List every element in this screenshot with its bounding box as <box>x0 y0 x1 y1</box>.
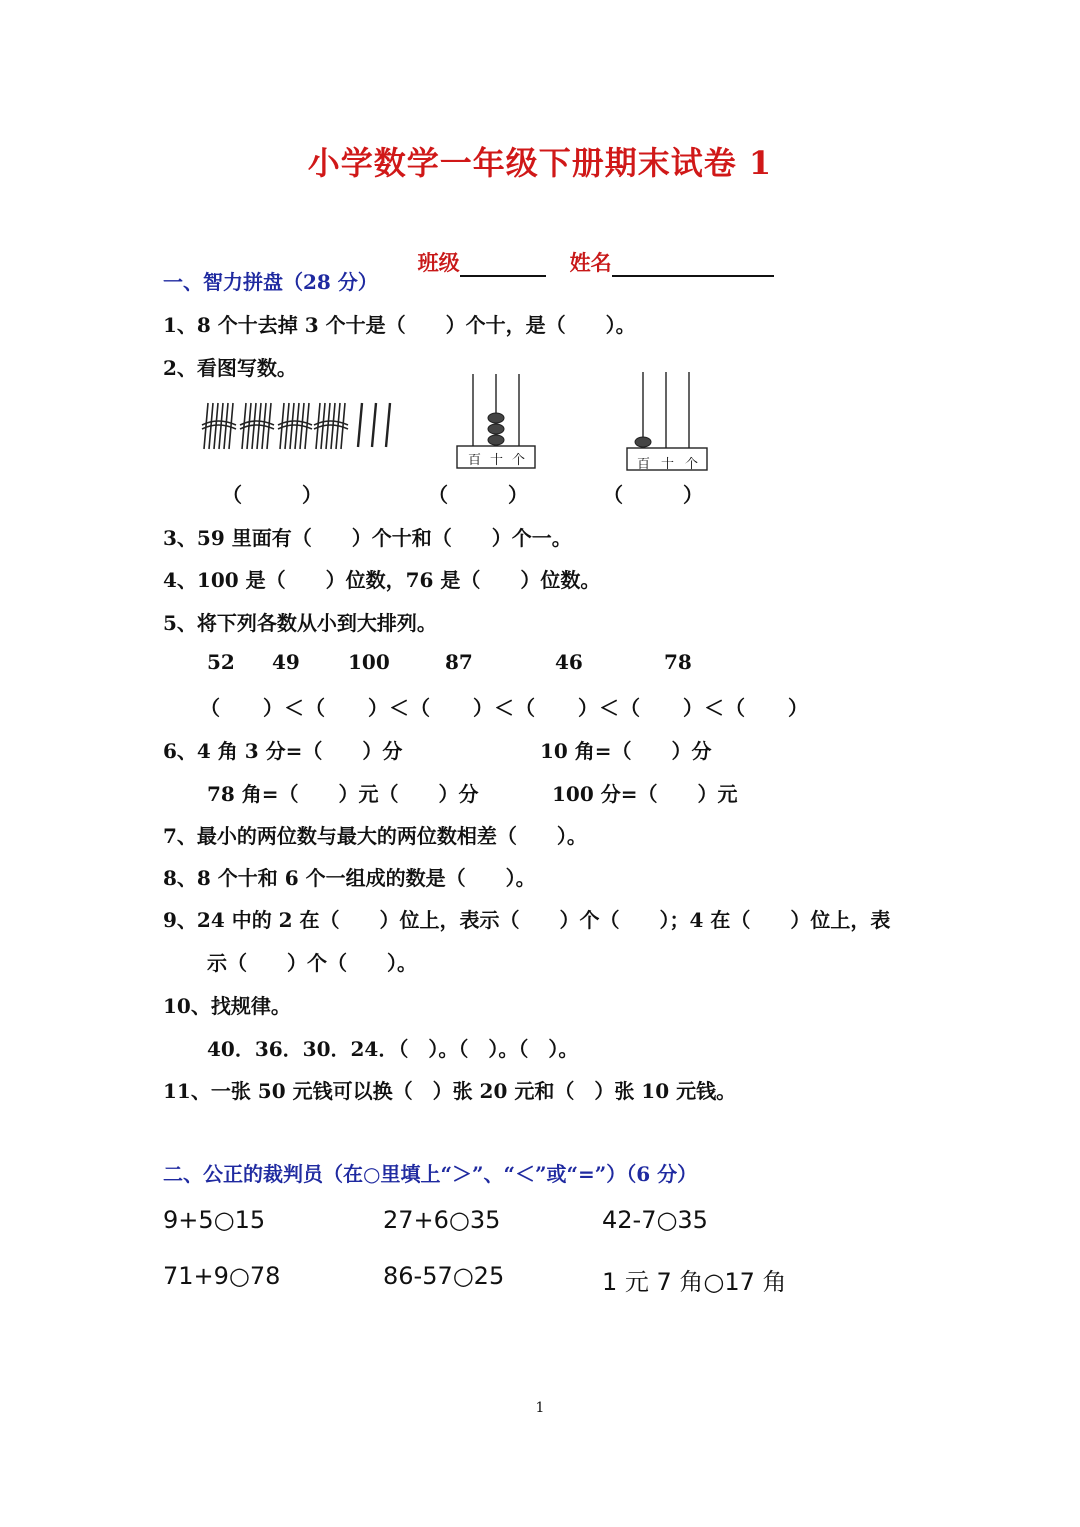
q5-number: 100 <box>348 650 390 674</box>
class-field <box>403 222 546 277</box>
abacus-2-label-ones: 个 <box>685 457 699 472</box>
comparison-item[interactable]: 86-57○25 <box>383 1262 505 1290</box>
class-label: 班级 <box>417 250 460 275</box>
question-10-sequence: 40．36．30．24．（ ）。（ ）。（ ）。 <box>207 1037 579 1061</box>
section1-heading: 一、智力拼盘（28 分） <box>163 270 378 294</box>
q5-number: 78 <box>664 650 692 674</box>
abacus-2-label-tens: 十 <box>661 457 675 472</box>
q5-order-blanks[interactable]: （ ）＜（ ）＜（ ）＜（ ）＜（ ）＜（ ） <box>200 696 809 720</box>
question-6b: 10 角=（ ）分 <box>540 739 712 763</box>
question-6c: 78 角=（ ）元（ ）分 <box>207 782 479 806</box>
q2-answer-blank-3[interactable]: （ ） <box>603 483 703 507</box>
abacus-1-label-ones: 个 <box>512 453 526 468</box>
name-field <box>555 222 774 277</box>
question-1: 1、8 个十去掉 3 个十是（ ）个十，是（ ）。 <box>163 313 636 337</box>
q5-number: 46 <box>555 650 583 674</box>
question-9-line2: 示（ ）个（ ）。 <box>207 951 417 975</box>
q2-answer-blank-1[interactable]: （ ） <box>222 483 322 507</box>
q5-number: 49 <box>272 650 300 674</box>
q5-number: 87 <box>445 650 473 674</box>
comparison-item[interactable]: 1 元 7 角○17 角 <box>602 1268 787 1296</box>
page-number: 1 <box>535 1400 545 1416</box>
question-6a: 6、4 角 3 分=（ ）分 <box>163 739 403 763</box>
page-title: 小学数学一年级下册期末试卷 1 <box>307 144 773 182</box>
abacus-1-label-tens: 十 <box>490 453 504 468</box>
stick-bundles-image <box>200 395 410 457</box>
comparison-item[interactable]: 27+6○35 <box>383 1206 501 1234</box>
question-11: 11、一张 50 元钱可以换（ ）张 20 元和（ ）张 10 元钱。 <box>163 1079 737 1103</box>
abacus-1-label-hundreds: 百 <box>468 453 482 468</box>
question-5: 5、将下列各数从小到大排列。 <box>163 611 437 635</box>
question-6d: 100 分=（ ）元 <box>552 782 738 806</box>
question-3: 3、59 里面有（ ）个十和（ ）个一。 <box>163 526 572 550</box>
stick-bundle-icon <box>202 403 236 449</box>
comparison-item[interactable]: 9+5○15 <box>163 1206 266 1234</box>
section2-heading: 二、公正的裁判员（在○里填上“＞”、“＜”或“=”）（6 分） <box>163 1162 698 1186</box>
abacus-2-label-hundreds: 百 <box>637 457 651 472</box>
comparison-item[interactable]: 42-7○35 <box>602 1206 708 1234</box>
class-blank[interactable] <box>460 251 546 277</box>
question-9-line1: 9、24 中的 2 在（ ）位上，表示（ ）个（ ）；4 在（ ）位上，表 <box>163 908 891 932</box>
question-7: 7、最小的两位数与最大的两位数相差（ ）。 <box>163 824 587 848</box>
question-10: 10、找规律。 <box>163 994 291 1018</box>
question-2: 2、看图写数。 <box>163 356 297 380</box>
name-label: 姓名 <box>569 250 612 275</box>
name-blank[interactable] <box>612 251 774 277</box>
question-4: 4、100 是（ ）位数，76 是（ ）位数。 <box>163 568 601 592</box>
question-8: 8、8 个十和 6 个一组成的数是（ ）。 <box>163 866 536 890</box>
q2-answer-blank-2[interactable]: （ ） <box>428 483 528 507</box>
q5-number: 52 <box>207 650 235 674</box>
comparison-item[interactable]: 71+9○78 <box>163 1262 281 1290</box>
